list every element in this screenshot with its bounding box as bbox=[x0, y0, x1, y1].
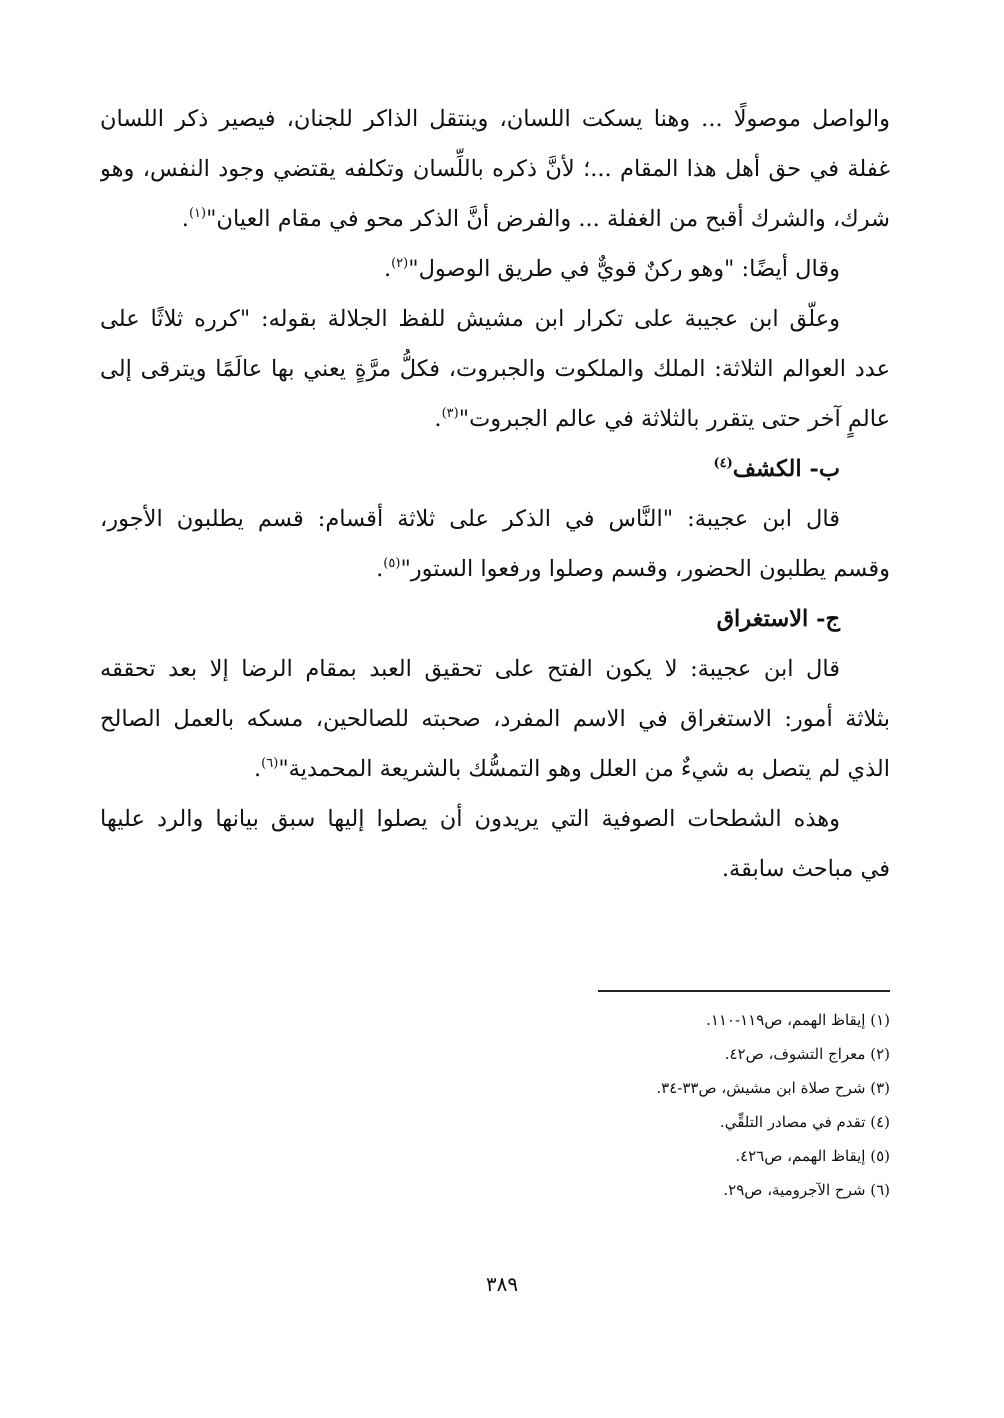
text-line: عدد العوالم الثلاثة: الملك والملكوت والجبروت، فكلُّ مرَّةٍ يعني بها عالَمًا ويترقى إلى bbox=[100, 356, 890, 382]
footnote-ref: (٤) bbox=[713, 456, 733, 471]
text-line: عالمٍ آخر حتى يتقرر بالثلاثة في عالم الجبروت"$^{(٣)}$. bbox=[434, 406, 890, 432]
text-line: قال ابن عجيبة: لا يكون الفتح على تحقيق العبد بمقام الرضا إلا بعد تحققه bbox=[100, 656, 840, 682]
footnote-ref: (٣) bbox=[441, 406, 459, 421]
text-line: وهذه الشطحات الصوفية التي يريدون أن يصلوا إليها سبق بيانها والرد عليها bbox=[100, 806, 840, 832]
footnote-divider bbox=[598, 990, 890, 992]
footnote-ref: (٦) bbox=[261, 756, 279, 771]
text-line: قال ابن عجيبة: "النَّاس في الذكر على ثلاثة أقسام: قسم يطلبون الأجور، bbox=[100, 506, 840, 532]
text-line: وقسم يطلبون الحضور، وقسم وصلوا ورفعوا الستور"$^{(٥)}$. bbox=[376, 556, 890, 582]
footnote-ref: (٢) bbox=[391, 256, 409, 271]
main-text bbox=[100, 94, 890, 894]
footnote-item: (٢) معراج التشوف، ص٤٢. bbox=[724, 1045, 890, 1063]
page-number: ٣٨٩ bbox=[485, 1272, 519, 1296]
footnote-item: (١) إيقاظ الهمم، ص١١٩-١١٠. bbox=[706, 1011, 890, 1029]
footnotes bbox=[420, 1003, 890, 1207]
footnote-ref: (٥) bbox=[383, 556, 401, 571]
text-line: في مباحث سابقة. bbox=[721, 856, 890, 882]
text-line: وقال أيضًا: "وهو ركنٌ قويٌّ في طريق الوصول"$^{(٢)}$. bbox=[383, 256, 840, 282]
section-heading: ج- الاستغراق bbox=[716, 606, 840, 632]
footnote-item: (٣) شرح صلاة ابن مشيش، ص٣٣-٣٤. bbox=[656, 1079, 890, 1097]
text-line: شرك، والشرك أقبح من الغفلة ... والفرض أنَّ الذكر محو في مقام العيان"$^{(١)}$. bbox=[181, 206, 890, 232]
footnote-item: (٥) إيقاظ الهمم، ص٤٢٦. bbox=[735, 1147, 890, 1165]
text-line: غفلة في حق أهل هذا المقام ...؛ لأنَّ ذكره باللِّسان وتكلفه يقتضي وجود النفس، وهو bbox=[100, 156, 890, 182]
text-line: وعلّق ابن عجيبة على تكرار ابن مشيش للفظ الجلالة بقوله: "كرره ثلاثًا على bbox=[100, 306, 840, 332]
footnote-item: (٦) شرح الآجرومية، ص٢٩. bbox=[723, 1181, 890, 1199]
section-heading: ب- الكشف$^{(٤)}$ bbox=[713, 456, 840, 482]
footnote-ref: (١) bbox=[188, 206, 207, 221]
footnote-item: (٤) تقدم في مصادر التلقِّي. bbox=[719, 1113, 890, 1131]
text-line: والواصل موصولًا ... وهنا يسكت اللسان، وينتقل الذاكر للجنان، فيصير ذكر اللسان bbox=[100, 106, 890, 132]
text-line: بثلاثة أمور: الاستغراق في الاسم المفرد، صحبته للصالحين، مسكه بالعمل الصالح bbox=[100, 706, 890, 732]
text-line: الذي لم يتصل به شيءٌ من العلل وهو التمسُّك بالشريعة المحمدية"$^{(٦)}$. bbox=[254, 756, 890, 782]
